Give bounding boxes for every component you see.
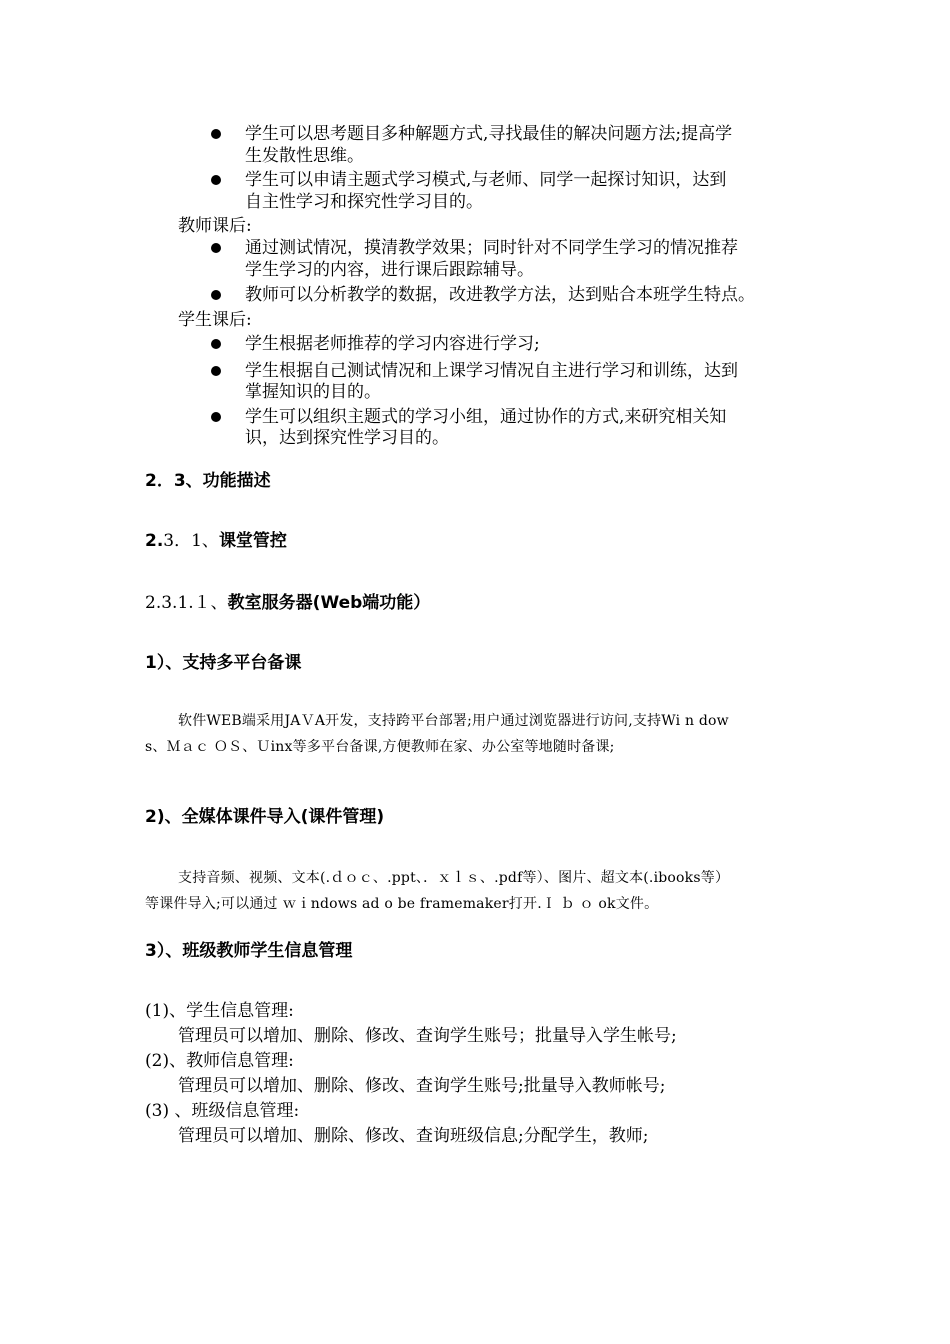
list-item-line: 教师可以分析教学的数据，改进教学方法，达到贴合本班学生特点。 <box>245 285 755 305</box>
info-item-label: (1)、学生信息管理: <box>145 1001 294 1021</box>
bullet-icon <box>211 412 221 422</box>
list-item-line: 学生根据自己测试情况和上课学习情况自主进行学习和训练，达到 <box>245 361 738 381</box>
subsection-title-2: 2)、全媒体课件导入(课件管理) <box>145 807 385 827</box>
list-item-line: 通过测试情况，摸清教学效果；同时针对不同学生学习的情况推荐 <box>245 238 738 258</box>
info-item-desc: 管理员可以增加、删除、修改、查询班级信息;分配学生，教师; <box>178 1126 649 1146</box>
bullet-icon <box>211 339 221 349</box>
paragraph-line: s、Ｍａｃ ＯＳ、Ｕinx等多平台备课,方便教师在家、办公室等地随时备课; <box>145 739 615 755</box>
paragraph-line: 软件WEB端采用JAＶA开发，支持跨平台部署;用户通过浏览器进行访问,支持Wi n dow <box>178 713 729 729</box>
list-item-line: 自主性学习和探究性学习目的。 <box>245 192 483 212</box>
list-item-line: 掌握知识的目的。 <box>245 382 381 402</box>
heading-number: 2.3.1.１、 <box>145 593 228 613</box>
list-item-line: 学生可以思考题目多种解题方式,寻找最佳的解决问题方法;提高学 <box>245 124 733 144</box>
list-item-line: 学生学习的内容，进行课后跟踪辅导。 <box>245 260 534 280</box>
list-item-line: 生发散性思维。 <box>245 146 364 166</box>
list-item-line: 学生可以申请主题式学习模式,与老师、同学一起探讨知识，达到 <box>245 170 727 190</box>
student-after-label: 学生课后: <box>178 310 252 330</box>
teacher-after-label: 教师课后: <box>178 216 252 236</box>
list-item-line: 学生可以组织主题式的学习小组，通过协作的方式,来研究相关知 <box>245 407 727 427</box>
info-item-label: (3) 、班级信息管理: <box>145 1101 300 1121</box>
info-item-label: (2)、教师信息管理: <box>145 1051 294 1071</box>
paragraph-line: 等课件导入;可以通过 ｗｉndows ad o be framemaker打开.Ｉ ｂ ｏ ok文件。 <box>145 896 659 912</box>
heading-number: 2. <box>145 531 164 551</box>
section-heading-2-3-1 <box>145 530 287 552</box>
heading-number-rest: 3．1、 <box>163 531 219 551</box>
subsection-title-1: 1）、支持多平台备课 <box>145 653 302 673</box>
info-item-desc: 管理员可以增加、删除、修改、查询学生账号；批量导入学生帐号; <box>178 1026 677 1046</box>
section-heading-2-3: 2．3、功能描述 <box>145 471 271 491</box>
bullet-icon <box>211 129 221 139</box>
bullet-icon <box>211 175 221 185</box>
section-heading-2-3-1-1 <box>145 592 430 614</box>
heading-title: 教室服务器(Web端功能） <box>227 593 431 613</box>
subsection-title-3: 3）、班级教师学生信息管理 <box>145 941 353 961</box>
paragraph-line: 支持音频、视频、文本(.ｄｏｃ、.ppt、．ｘｌｓ、.pdf等）、图片、超文本(.ibooks等） <box>178 870 730 886</box>
bullet-icon <box>211 366 221 376</box>
list-item-line: 识，达到探究性学习目的。 <box>245 428 449 448</box>
bullet-icon <box>211 243 221 253</box>
bullet-icon <box>211 290 221 300</box>
heading-title: 课堂管控 <box>218 531 287 551</box>
info-item-desc: 管理员可以增加、删除、修改、查询学生账号;批量导入教师帐号; <box>178 1076 666 1096</box>
list-item-line: 学生根据老师推荐的学习内容进行学习; <box>245 334 540 354</box>
